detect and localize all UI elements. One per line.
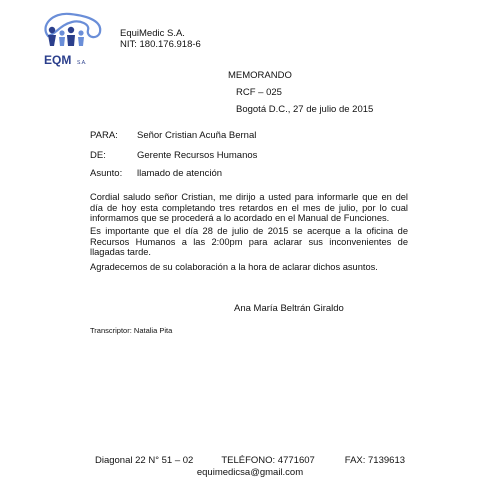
- company-name: EquiMedic S.A.: [120, 28, 185, 39]
- company-nit: NIT: 180.176.918-6: [120, 39, 201, 50]
- memo-title: MEMORANDO: [228, 70, 292, 81]
- company-logo: [30, 8, 115, 68]
- footer-email: equimedicsa@gmail.com: [196, 467, 304, 478]
- footer-fax: FAX: 7139613: [344, 455, 406, 466]
- field-de: [90, 150, 257, 161]
- field-asunto-label: Asunto:: [90, 168, 123, 179]
- logo-letters: EQM: [44, 53, 72, 67]
- body-paragraph-3: Agradecemos de su colaboración a la hora de aclarar dichos asuntos.: [90, 262, 378, 272]
- transcriptor: Transcriptor: Natalia Pita: [90, 326, 173, 335]
- footer-phone: TELÉFONO: 4771607: [221, 455, 315, 466]
- signature-name: Ana María Beltrán Giraldo: [234, 303, 344, 314]
- footer-address: Diagonal 22 N° 51 – 02: [94, 455, 194, 466]
- footer: [60, 455, 440, 478]
- field-de-value: Gerente Recursos Humanos: [137, 150, 258, 161]
- body-paragraph-2: Es importante que el día 28 de julio de 2015 se acerque a la oficina de Recursos Humanos a las 2:00pm para aclarar sus inconvenientes de llagadas tarde.: [90, 226, 408, 257]
- field-para-value: Señor Cristian Acuña Bernal: [137, 130, 257, 141]
- field-asunto-value: llamado de atención: [137, 168, 223, 179]
- memo-reference: RCF – 025: [236, 87, 282, 98]
- field-asunto: [90, 168, 222, 179]
- field-de-label: DE:: [90, 150, 106, 161]
- logo-suffix: S.A.: [77, 60, 87, 66]
- company-info: [120, 28, 201, 50]
- memo-date: Bogotá D.C., 27 de julio de 2015: [236, 104, 374, 115]
- field-para: [90, 130, 256, 141]
- body-paragraph-1: Cordial saludo señor Cristian, me dirijo a usted para informarle que en del día de hoy esta completando tres retardos en el mes de julio, por lo cual informamos que se procederá a lo acordado en el Manual de Funciones.: [90, 192, 408, 223]
- field-para-label: PARA:: [90, 130, 118, 141]
